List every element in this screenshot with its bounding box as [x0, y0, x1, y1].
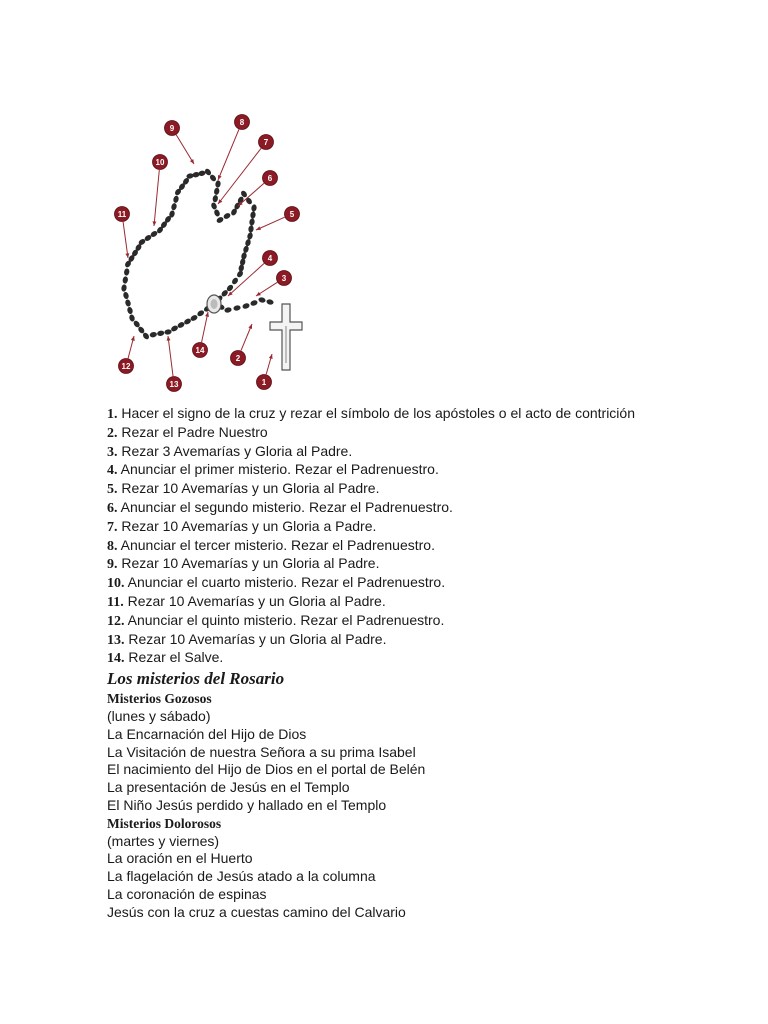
- marker-label: 10: [155, 157, 165, 167]
- rosary-bead: [177, 321, 186, 329]
- step-item: [107, 405, 667, 424]
- number-marker: [153, 155, 168, 170]
- step-text: Anunciar el cuarto misterio. Rezar el Padrenuestro.: [124, 574, 446, 591]
- number-marker: [285, 207, 300, 222]
- rosary-bead: [190, 314, 199, 322]
- rosary-bead: [251, 204, 257, 212]
- number-marker: [277, 271, 292, 286]
- mystery-item: Jesús con la cruz a cuestas camino del Calvario: [107, 903, 406, 920]
- mystery-item: La Visitación de nuestra Señora a su prima Isabel: [107, 743, 416, 760]
- rosary-bead: [157, 330, 165, 336]
- marker-label: 14: [195, 345, 205, 355]
- number-marker: [115, 207, 130, 222]
- rosary-bead: [149, 331, 157, 337]
- rosary-bead: [123, 291, 130, 299]
- marker-label: 9: [169, 123, 175, 133]
- marker-label: 4: [267, 253, 273, 263]
- marker-label: 1: [261, 377, 267, 387]
- step-number: 3.: [107, 444, 118, 460]
- marker-label: 6: [267, 173, 273, 183]
- number-marker: [119, 359, 134, 374]
- arrow-head: [269, 354, 273, 359]
- section-title: Los misterios del Rosario: [107, 669, 285, 689]
- rosary-bead: [244, 239, 251, 247]
- step-number: 9.: [107, 557, 118, 573]
- rosary-bead: [258, 297, 266, 304]
- step-text: Anunciar el primer misterio. Rezar el Padrenuestro.: [117, 461, 439, 478]
- rosary-bead: [233, 305, 241, 312]
- step-text: Rezar 10 Avemarías y un Gloria a Padre.: [117, 517, 377, 534]
- rosary-bead: [210, 202, 218, 211]
- arrow-head: [205, 312, 209, 317]
- rosary-bead: [127, 306, 134, 314]
- group-title: Misterios Dolorosos: [107, 815, 222, 831]
- rosary-bead: [213, 187, 219, 195]
- marker-arrow: [256, 217, 285, 230]
- rosary-bead: [196, 309, 205, 317]
- rosary-bead: [198, 170, 206, 177]
- rosary-bead: [250, 299, 259, 306]
- marker-label: 5: [289, 209, 295, 219]
- step-text: Rezar el Padre Nuestro: [117, 423, 268, 440]
- rosary-bead: [129, 314, 136, 322]
- step-text: Hacer el signo de la cruz y rezar el símbolo de los apóstoles o el acto de contrición: [117, 405, 635, 421]
- step-item: [107, 555, 667, 574]
- step-text: Rezar el Salve.: [124, 649, 224, 666]
- arrow-head: [248, 324, 252, 329]
- step-item: [107, 612, 667, 631]
- rosary-diagram: [106, 108, 310, 402]
- number-markers: [115, 115, 300, 392]
- rosary-bead: [183, 318, 192, 326]
- step-item: [107, 461, 667, 480]
- rosary-bead: [125, 299, 132, 307]
- rosary-beads: [121, 168, 274, 341]
- rosary-bead: [164, 329, 172, 335]
- step-number: 5.: [107, 482, 118, 498]
- step-number: 6.: [107, 500, 118, 516]
- mystery-item: El Niño Jesús perdido y hallado en el Templo: [107, 796, 387, 813]
- marker-arrow: [176, 135, 194, 164]
- step-item: [107, 593, 667, 612]
- group-days: (lunes y sábado): [107, 707, 211, 724]
- marker-label: 2: [235, 353, 241, 363]
- step-text: Rezar 10 Avemarías y un Gloria al Padre.: [124, 630, 387, 647]
- mystery-item: El nacimiento del Hijo de Dios en el portal de Belén: [107, 761, 426, 778]
- rosary-bead: [248, 225, 254, 233]
- step-item: [107, 518, 667, 537]
- rosary-bead: [223, 212, 232, 220]
- rosary-bead: [231, 277, 239, 286]
- step-number: 12.: [107, 613, 125, 629]
- step-item: [107, 480, 667, 499]
- number-marker: [257, 375, 272, 390]
- marker-label: 13: [169, 379, 179, 389]
- marker-label: 7: [263, 137, 269, 147]
- step-text: Anunciar el segundo misterio. Rezar el Padrenuestro.: [117, 498, 453, 515]
- marker-label: 3: [281, 273, 287, 283]
- step-item: [107, 649, 667, 668]
- mysteries-gozosos: [107, 690, 667, 815]
- group-title: Misterios Gozosos: [107, 691, 212, 707]
- rosary-bead: [212, 195, 218, 203]
- marker-label: 12: [121, 361, 131, 371]
- rosary-bead: [266, 299, 274, 306]
- marker-arrow: [168, 336, 173, 376]
- rosary-bead: [215, 180, 221, 188]
- step-number: 11.: [107, 594, 124, 610]
- arrow-head: [256, 292, 261, 296]
- step-number: 7.: [107, 519, 118, 535]
- rosary-bead: [249, 218, 255, 226]
- step-text: Rezar 10 Avemarías y un Gloria al Padre.: [117, 480, 380, 497]
- step-number: 14.: [107, 651, 125, 667]
- step-item: [107, 574, 667, 593]
- step-text: Rezar 3 Avemarías y Gloria al Padre.: [117, 442, 353, 459]
- rosary-bead: [173, 195, 180, 203]
- rosary-bead: [236, 270, 244, 279]
- mystery-item: La oración en el Huerto: [107, 850, 253, 867]
- step-number: 1.: [107, 407, 118, 422]
- marker-arrow: [154, 170, 159, 226]
- rosary-bead: [122, 276, 128, 284]
- document-body: [107, 405, 667, 922]
- number-marker: [167, 377, 182, 392]
- marker-label: 8: [239, 117, 245, 127]
- step-text: Anunciar el quinto misterio. Rezar el Padrenuestro.: [124, 611, 445, 628]
- rosary-bead: [216, 216, 225, 224]
- rosary-bead: [245, 197, 253, 206]
- crucifix: [270, 304, 302, 370]
- rosary-bead: [224, 307, 232, 314]
- rosary-bead: [124, 268, 130, 276]
- marker-label: 11: [117, 209, 127, 219]
- rosary-bead: [246, 232, 253, 240]
- step-number: 4.: [107, 463, 118, 479]
- step-item: [107, 631, 667, 650]
- rosary-bead: [171, 203, 178, 211]
- number-marker: [165, 121, 180, 136]
- marker-arrow: [218, 148, 261, 204]
- step-number: 13.: [107, 632, 125, 648]
- center-medal: [207, 295, 221, 313]
- mysteries-dolorosos: [107, 815, 667, 922]
- step-text: Rezar 10 Avemarías y un Gloria al Padre.: [123, 592, 386, 609]
- number-marker: [231, 351, 246, 366]
- number-marker: [259, 135, 274, 150]
- step-item: [107, 499, 667, 518]
- step-number: 8.: [107, 538, 118, 554]
- number-marker: [263, 251, 278, 266]
- mystery-item: La flagelación de Jesús atado a la columna: [107, 868, 376, 885]
- rosary-bead: [250, 211, 256, 219]
- mystery-item: La Encarnación del Hijo de Dios: [107, 725, 307, 742]
- number-marker: [235, 115, 250, 130]
- rosary-bead: [242, 302, 251, 309]
- mystery-item: La coronación de espinas: [107, 885, 267, 902]
- rosary-bead: [213, 209, 221, 218]
- group-days: (martes y viernes): [107, 832, 220, 849]
- steps-list: [107, 405, 667, 668]
- step-text: Rezar 10 Avemarías y un Gloria al Padre.: [117, 555, 380, 572]
- number-marker: [263, 171, 278, 186]
- rosary-bead: [242, 245, 249, 253]
- step-text: Anunciar el tercer misterio. Rezar el Padrenuestro.: [117, 536, 435, 553]
- step-item: [107, 537, 667, 556]
- marker-arrow: [218, 129, 239, 180]
- marker-arrow: [202, 312, 208, 342]
- step-item: [107, 424, 667, 443]
- step-item: [107, 443, 667, 462]
- rosary-bead: [121, 284, 127, 292]
- arrow-head: [125, 253, 129, 258]
- number-marker: [193, 343, 208, 358]
- mystery-item: La presentación de Jesús en el Templo: [107, 779, 350, 796]
- step-number: 10.: [107, 576, 125, 592]
- marker-arrow: [123, 222, 128, 258]
- step-number: 2.: [107, 425, 118, 441]
